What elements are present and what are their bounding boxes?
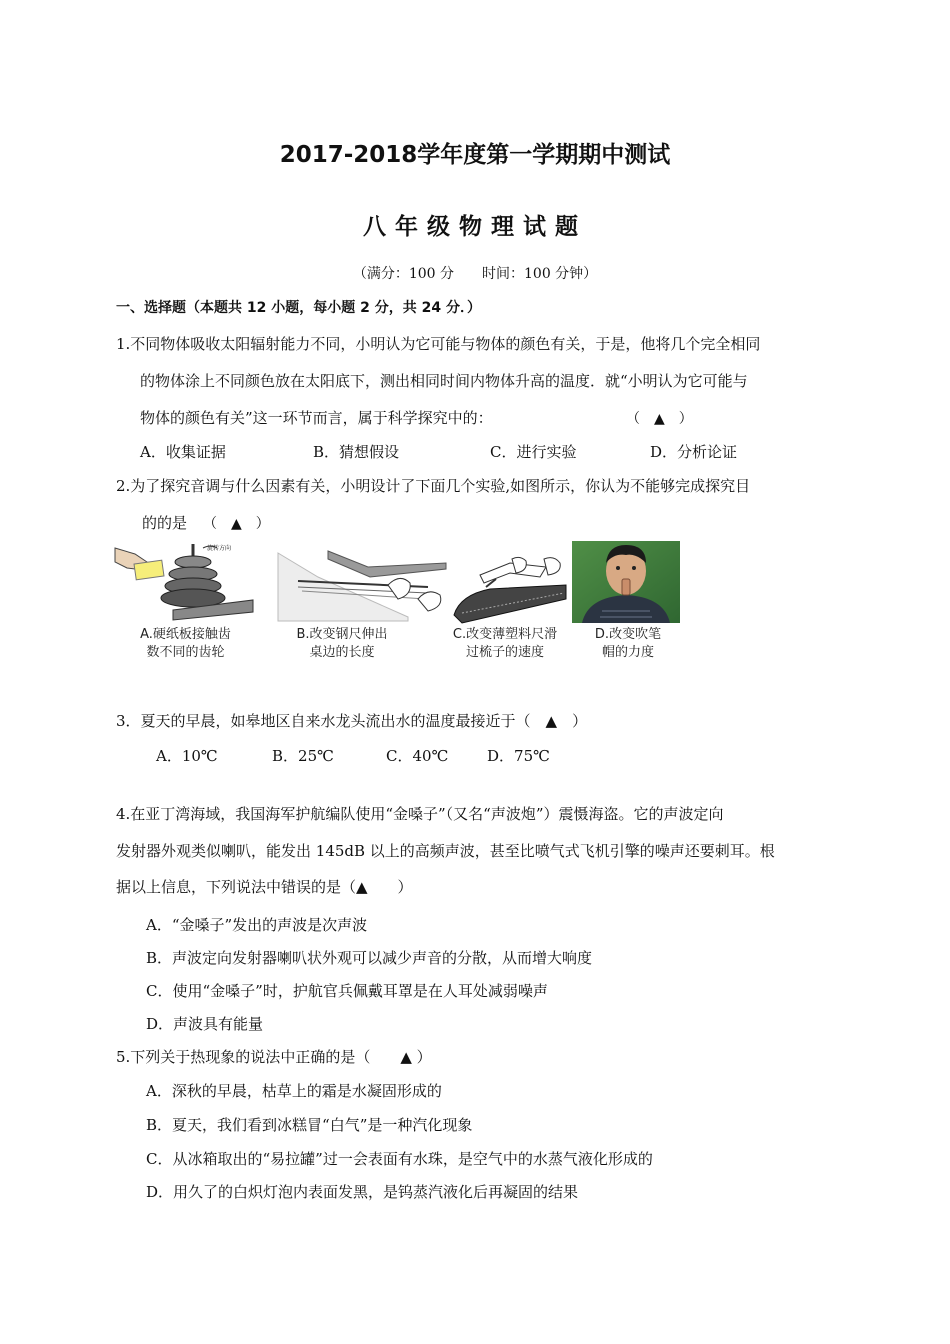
figure-b-caption-line2: 桌边的长度 [309, 645, 375, 660]
figure-c-caption-line2: 过梳子的速度 [465, 645, 544, 660]
q1-option-d: D．分析论证 [650, 443, 738, 461]
score-info: （满分：100 分 时间：100 分钟） [352, 266, 598, 282]
q3-option-d: D．75℃ [487, 747, 550, 765]
section-heading: 一、选择题（本题共 12 小题，每小题 2 分，共 24 分．） [116, 300, 481, 316]
q4-option-c: C．使用“金嗓子”时，护航官兵佩戴耳罩是在人耳处减弱噪声 [146, 982, 548, 1000]
figure-d-photo [572, 541, 680, 623]
q4-line2: 发射器外观类似喇叭，能发出 145dB 以上的高频声波，甚至比喷气式飞机引擎的噪声还要刺耳。根 [116, 842, 775, 860]
figure-d-caption-line1: D.改变吹笔 [594, 627, 662, 642]
q5-option-b: B．夏天，我们看到冰糕冒“白气”是一种汽化现象 [146, 1116, 473, 1134]
q4-option-a: A．“金嗓子”发出的声波是次声波 [146, 916, 368, 934]
q3-option-b: B．25℃ [272, 747, 334, 765]
q3-option-c: C．40℃ [386, 747, 449, 765]
figure-b-caption [262, 626, 422, 662]
q1-option-a: A．收集证据 [140, 443, 226, 461]
q4-option-d: D．声波具有能量 [146, 1015, 264, 1033]
ruler-illustration [258, 547, 448, 622]
q5-option-c: C．从冰箱取出的“易拉罐”过一会表面有水珠，是空气中的水蒸气液化形成的 [146, 1150, 653, 1168]
figure-b-ruler [258, 547, 448, 622]
q1-line3: 物体的颜色有关”这一环节而言，属于科学探究中的： [140, 409, 493, 427]
q2-line2: 的的是 [142, 514, 188, 532]
comb-illustration [450, 555, 570, 625]
figure-c-comb [450, 555, 570, 625]
figure-c-caption [430, 626, 580, 662]
q4-option-b: B．声波定向发射器喇叭状外观可以减少声音的分散，从而增大响度 [146, 949, 593, 967]
q3-text: 3．夏天的早晨，如皋地区自来水龙头流出水的温度最接近于（ ▲ ） [116, 712, 588, 730]
q1-option-b: B．猜想假设 [313, 443, 400, 461]
q4-line1: 4.在亚丁湾海域，我国海军护航编队使用“金嗓子”（又名“声波炮”）震慑海盗。它的声波定向 [116, 805, 724, 823]
q5-text: 5.下列关于热现象的说法中正确的是（ ▲ ） [116, 1048, 432, 1066]
rotation-direction-label: 旋转方向 [207, 545, 232, 552]
figure-b-caption-line1: B.改变钢尺伸出 [296, 627, 388, 642]
boy-photo-illustration [572, 541, 680, 623]
q1-option-c: C．进行实验 [490, 443, 577, 461]
q1-answer-blank: （ ▲ ） [626, 411, 693, 427]
gear-illustration [113, 540, 258, 622]
q2-answer-blank: （ ▲ ） [203, 516, 270, 532]
q4-line3: 据以上信息，下列说法中错误的是（▲ ） [116, 878, 413, 896]
q5-option-d: D．用久了的白炽灯泡内表面发黑，是钨蒸汽液化后再凝固的结果 [146, 1183, 579, 1201]
figure-a-caption [113, 626, 258, 662]
figure-a-caption-line2: 数不同的齿轮 [146, 645, 225, 660]
q2-line1: 2.为了探究音调与什么因素有关，小明设计了下面几个实验,如图所示，你认为不能够完成探究目 [116, 477, 751, 495]
exam-title: 2017-2018学年度第一学期期中测试 [279, 142, 671, 168]
figure-d-caption-line2: 帽的力度 [601, 645, 654, 660]
exam-subtitle: 八年级物理试题 [363, 214, 587, 240]
figure-c-caption-line1: C.改变薄塑料尺滑 [452, 627, 558, 642]
q5-option-a: A．深秋的早晨，枯草上的霜是水凝固形成的 [146, 1082, 442, 1100]
figure-a-caption-line1: A.硬纸板接触齿 [140, 627, 231, 642]
q1-line2: 的物体涂上不同颜色放在太阳底下，测出相同时间内物体升高的温度．就“小明认为它可能与 [140, 372, 748, 390]
figure-d-caption [574, 626, 682, 662]
figure-a-gears [113, 540, 258, 622]
q1-line1: 1.不同物体吸收太阳辐射能力不同，小明认为它可能与物体的颜色有关，于是，他将几个完全相同 [116, 335, 761, 353]
q3-option-a: A．10℃ [156, 747, 218, 765]
